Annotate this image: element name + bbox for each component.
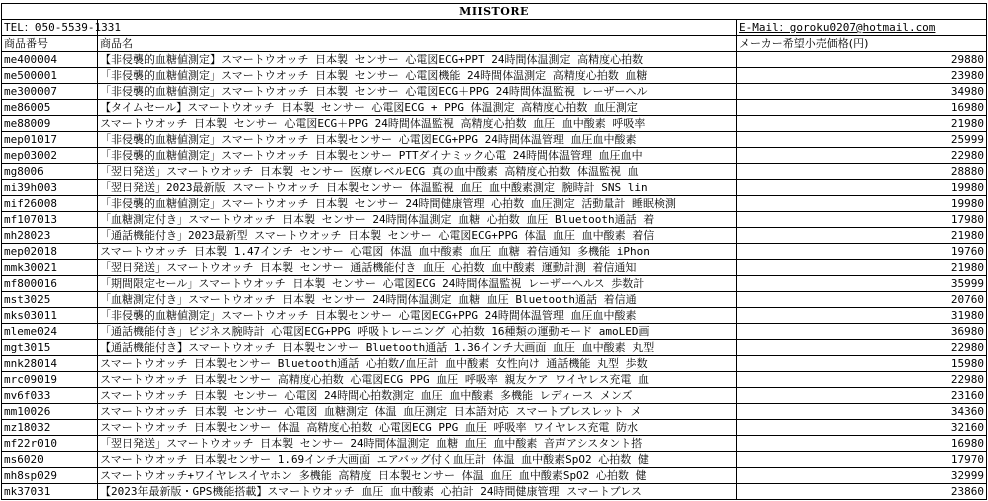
product-name-cell[interactable]: スマートウオッチ 日本製センサー 高精度心拍数 心電図ECG PPG 血圧 呼吸率 親友ケア ワイヤレス充電 血	[98, 372, 737, 388]
product-name-cell[interactable]: 「翌日発送」2023最新版 スマートウオッチ 日本製センサー 体温監視 血圧 血中酸素測定 腕時計 SNS lin	[98, 180, 737, 196]
table-row[interactable]	[2, 100, 987, 116]
product-name-cell[interactable]: 「非侵襲的血糖値測定」スマートウオッチ 日本製 センサー 24時間健康管理 心拍数 血圧測定 活動量計 睡眠検測	[98, 196, 737, 212]
product-price-cell[interactable]: 19980	[737, 196, 987, 212]
table-row[interactable]	[2, 52, 987, 68]
header-row	[2, 36, 987, 52]
product-name-cell[interactable]: 【非侵襲的血糖値測定】スマートウオッチ 日本製 センサー 心電図ECG+PPT 24時間体温測定 高精度心拍数	[98, 52, 737, 68]
product-code-cell[interactable]: ms6020	[2, 452, 98, 468]
table-row[interactable]	[2, 468, 987, 484]
product-price-cell[interactable]: 31980	[737, 308, 987, 324]
product-name-cell[interactable]: 【タイムセール】スマートウオッチ 日本製 センサー 心電図ECG + PPG 体温測定 高精度心拍数 血圧測定	[98, 100, 737, 116]
product-code-cell[interactable]: mst3025	[2, 292, 98, 308]
product-price-cell[interactable]: 19760	[737, 244, 987, 260]
product-price-cell[interactable]: 32160	[737, 420, 987, 436]
product-name-cell[interactable]: 「血糖測定付き」スマートウオッチ 日本製 センサー 24時間体温測定 血糖 心拍数 血圧 Bluetooth通話 着	[98, 212, 737, 228]
product-price-cell[interactable]: 28880	[737, 164, 987, 180]
product-price-cell[interactable]: 22980	[737, 148, 987, 164]
product-code-cell[interactable]: me300007	[2, 84, 98, 100]
product-code-cell[interactable]: mep03002	[2, 148, 98, 164]
title-row	[2, 4, 987, 20]
product-name-cell[interactable]: スマートウオッチ 日本製 センサー 心電図ECG＋PPG 24時間体温監視 高精度心拍数 血圧 血中酸素 呼吸率	[98, 116, 737, 132]
header-name: 商品名	[98, 36, 737, 52]
product-name-cell[interactable]: 【2023年最新版・GPS機能搭載】スマートウオッチ 血圧 血中酸素 心拍計 24時間健康管理 スマートブレス	[98, 484, 737, 500]
product-price-cell[interactable]: 16980	[737, 100, 987, 116]
product-name-cell[interactable]: 「翌日発送」スマートウオッチ 日本製 センサー 医療レベルECG 真の血中酸素 高精度心拍数 体温監視 血	[98, 164, 737, 180]
product-name-cell[interactable]: 【通話機能付き】スマートウオッチ 日本製センサー Bluetooth通話 1.36インチ大画面 血圧 血中酸素 丸型	[98, 340, 737, 356]
product-price-cell[interactable]: 19980	[737, 180, 987, 196]
product-name-cell[interactable]: 「期間限定セール」スマートウオッチ 日本製 センサー 心電図ECG 24時間体温監視 レーザーへルス 歩数計	[98, 276, 737, 292]
product-price-cell[interactable]: 23160	[737, 388, 987, 404]
product-code-cell[interactable]: mh28023	[2, 228, 98, 244]
product-price-cell[interactable]: 29880	[737, 52, 987, 68]
product-code-cell[interactable]: mleme024	[2, 324, 98, 340]
product-price-cell[interactable]: 34980	[737, 84, 987, 100]
product-name-cell[interactable]: 「非侵襲的血糖値測定」スマートウオッチ 日本製センサー 心電図ECG+PPG 24時間体温管理 血圧血中酸素	[98, 308, 737, 324]
product-code-cell[interactable]: mrc09019	[2, 372, 98, 388]
table-row[interactable]	[2, 452, 987, 468]
product-price-cell[interactable]: 23980	[737, 68, 987, 84]
header-code: 商品番号	[2, 36, 98, 52]
table-row[interactable]	[2, 356, 987, 372]
product-name-cell[interactable]: 「血糖測定付き」スマートウオッチ 日本製 センサー 24時間体温測定 血糖 血圧 Bluetooth通話 着信通	[98, 292, 737, 308]
product-code-cell[interactable]: mh8sp029	[2, 468, 98, 484]
product-code-cell[interactable]: mmk30021	[2, 260, 98, 276]
table-row[interactable]	[2, 372, 987, 388]
product-price-cell[interactable]: 35999	[737, 276, 987, 292]
product-code-cell[interactable]: mk37031	[2, 484, 98, 500]
tel-cell: TEL：050-5539-1331	[2, 20, 98, 36]
product-name-cell[interactable]: 「通話機能付き」ビジネス腕時計 心電図ECG+PPG 呼吸トレーニング 心拍数 16種類の運動モード amoLED画	[98, 324, 737, 340]
table-row[interactable]	[2, 244, 987, 260]
table-row[interactable]	[2, 116, 987, 132]
product-code-cell[interactable]: mgt3015	[2, 340, 98, 356]
product-price-cell[interactable]: 16980	[737, 436, 987, 452]
product-name-cell[interactable]: スマートウオッチ 日本製 1.47インチ センサー 心電図 体温 血中酸素 血圧 血糖 着信通知 多機能 iPhon	[98, 244, 737, 260]
table-row[interactable]	[2, 260, 987, 276]
product-name-cell[interactable]: スマートウオッチ+ワイヤレスイヤホン 多機能 高精度 日本製センサー 体温 血圧 血中酸素SpO2 心拍数 健	[98, 468, 737, 484]
contact-row	[2, 20, 987, 36]
product-name-cell[interactable]: 「非侵襲的血糖値測定」スマートウオッチ 日本製 センサー 心電図ECG＋PPG 24時間体温監視 レーザーへル	[98, 84, 737, 100]
product-name-cell[interactable]: スマートウオッチ 日本製センサー Bluetooth通話 心拍数/血圧計 血中酸素 女性向け 通話機能 丸型 歩数	[98, 356, 737, 372]
product-price-cell[interactable]: 34360	[737, 404, 987, 420]
product-name-cell[interactable]: 「非侵襲的血糖値測定」スマートウオッチ 日本製センサー PTTダイナミック心電 24時間体温管理 血圧血中	[98, 148, 737, 164]
table-row[interactable]	[2, 340, 987, 356]
email-cell[interactable]: E-Mail：goroku0207@hotmail.com	[737, 20, 987, 36]
table-row[interactable]	[2, 292, 987, 308]
product-name-cell[interactable]: 「翌日発送」スマートウオッチ 日本製 センサー 通話機能付き 血圧 心拍数 血中酸素 運動計測 着信通知	[98, 260, 737, 276]
product-code-cell[interactable]: me88009	[2, 116, 98, 132]
product-price-cell[interactable]: 22980	[737, 372, 987, 388]
table-row[interactable]	[2, 196, 987, 212]
table-row[interactable]	[2, 388, 987, 404]
table-row[interactable]	[2, 180, 987, 196]
product-name-cell[interactable]: スマートウオッチ 日本製センサー 体温 高精度心拍数 心電図ECG PPG 血圧 呼吸率 ワイヤレス充電 防水	[98, 420, 737, 436]
product-code-cell[interactable]: mep01017	[2, 132, 98, 148]
table-row[interactable]	[2, 276, 987, 292]
product-name-cell[interactable]: スマートウオッチ 日本製センサー 1.69インチ大画面 エアバッグ付く血圧計 体温 血中酸素SpO2 心拍数 健	[98, 452, 737, 468]
table-row[interactable]	[2, 148, 987, 164]
product-name-cell[interactable]: 「通話機能付き」2023最新型 スマートウオッチ 日本製 センサー 心電図ECG+PPG 体温 血圧 血中酸素 着信	[98, 228, 737, 244]
product-code-cell[interactable]: mep02018	[2, 244, 98, 260]
product-price-cell[interactable]: 17980	[737, 212, 987, 228]
product-price-cell[interactable]: 36980	[737, 324, 987, 340]
product-code-cell[interactable]: me86005	[2, 100, 98, 116]
product-name-cell[interactable]: 「非侵襲的血糖値測定」スマートウオッチ 日本製センサー 心電図ECG+PPG 24時間体温管理 血圧血中酸素	[98, 132, 737, 148]
store-title: MIISTORE	[2, 4, 987, 20]
product-code-cell[interactable]: mf800016	[2, 276, 98, 292]
header-price: メーカー希望小売価格(円)	[737, 36, 987, 52]
product-price-cell[interactable]: 21980	[737, 228, 987, 244]
product-name-cell[interactable]: 「翌日発送」スマートウオッチ 日本製 センサー 24時間体温測定 血糖 血圧 血中酸素 音声アシスタント搭	[98, 436, 737, 452]
product-code-cell[interactable]: mif26008	[2, 196, 98, 212]
product-code-cell[interactable]: mf107013	[2, 212, 98, 228]
product-code-cell[interactable]: me500001	[2, 68, 98, 84]
table-row[interactable]	[2, 436, 987, 452]
product-price-cell[interactable]: 15980	[737, 356, 987, 372]
product-code-cell[interactable]: mg8006	[2, 164, 98, 180]
product-name-cell[interactable]: スマートウオッチ 日本製 センサー 心電図 血糖測定 体温 血圧測定 日本語対応 スマートブレスレット メ	[98, 404, 737, 420]
table-row[interactable]	[2, 164, 987, 180]
product-code-cell[interactable]: mf22r010	[2, 436, 98, 452]
product-code-cell[interactable]: mks03011	[2, 308, 98, 324]
table-row[interactable]	[2, 68, 987, 84]
product-price-cell[interactable]: 20760	[737, 292, 987, 308]
product-price-cell[interactable]: 32999	[737, 468, 987, 484]
table-row[interactable]	[2, 212, 987, 228]
product-name-cell[interactable]: 「非侵襲的血糖値測定」スマートウオッチ 日本製 センサー 心電図機能 24時間体温測定 高精度心拍数 血糖	[98, 68, 737, 84]
product-price-cell[interactable]: 17970	[737, 452, 987, 468]
product-price-cell[interactable]: 21980	[737, 260, 987, 276]
product-code-cell[interactable]: mi39h003	[2, 180, 98, 196]
product-code-cell[interactable]: mm10026	[2, 404, 98, 420]
product-price-cell[interactable]: 21980	[737, 116, 987, 132]
spreadsheet	[1, 3, 987, 500]
table-row[interactable]	[2, 404, 987, 420]
product-price-cell[interactable]: 25999	[737, 132, 987, 148]
table-row[interactable]	[2, 308, 987, 324]
product-price-cell[interactable]: 23860	[737, 484, 987, 500]
table-row[interactable]	[2, 228, 987, 244]
product-code-cell[interactable]: mv6f033	[2, 388, 98, 404]
product-price-cell[interactable]: 22980	[737, 340, 987, 356]
table-row[interactable]	[2, 132, 987, 148]
product-code-cell[interactable]: me400004	[2, 52, 98, 68]
table-row[interactable]	[2, 84, 987, 100]
product-name-cell[interactable]: スマートウオッチ 日本製 センサー 心電図 24時間心拍数測定 血圧 血中酸素 多機能 レディース メンズ	[98, 388, 737, 404]
product-table	[1, 3, 987, 500]
product-code-cell[interactable]: mnk28014	[2, 356, 98, 372]
product-code-cell[interactable]: mz18032	[2, 420, 98, 436]
table-row[interactable]	[2, 324, 987, 340]
table-row[interactable]	[2, 420, 987, 436]
table-row[interactable]	[2, 484, 987, 500]
contact-blank-cell	[98, 20, 737, 36]
